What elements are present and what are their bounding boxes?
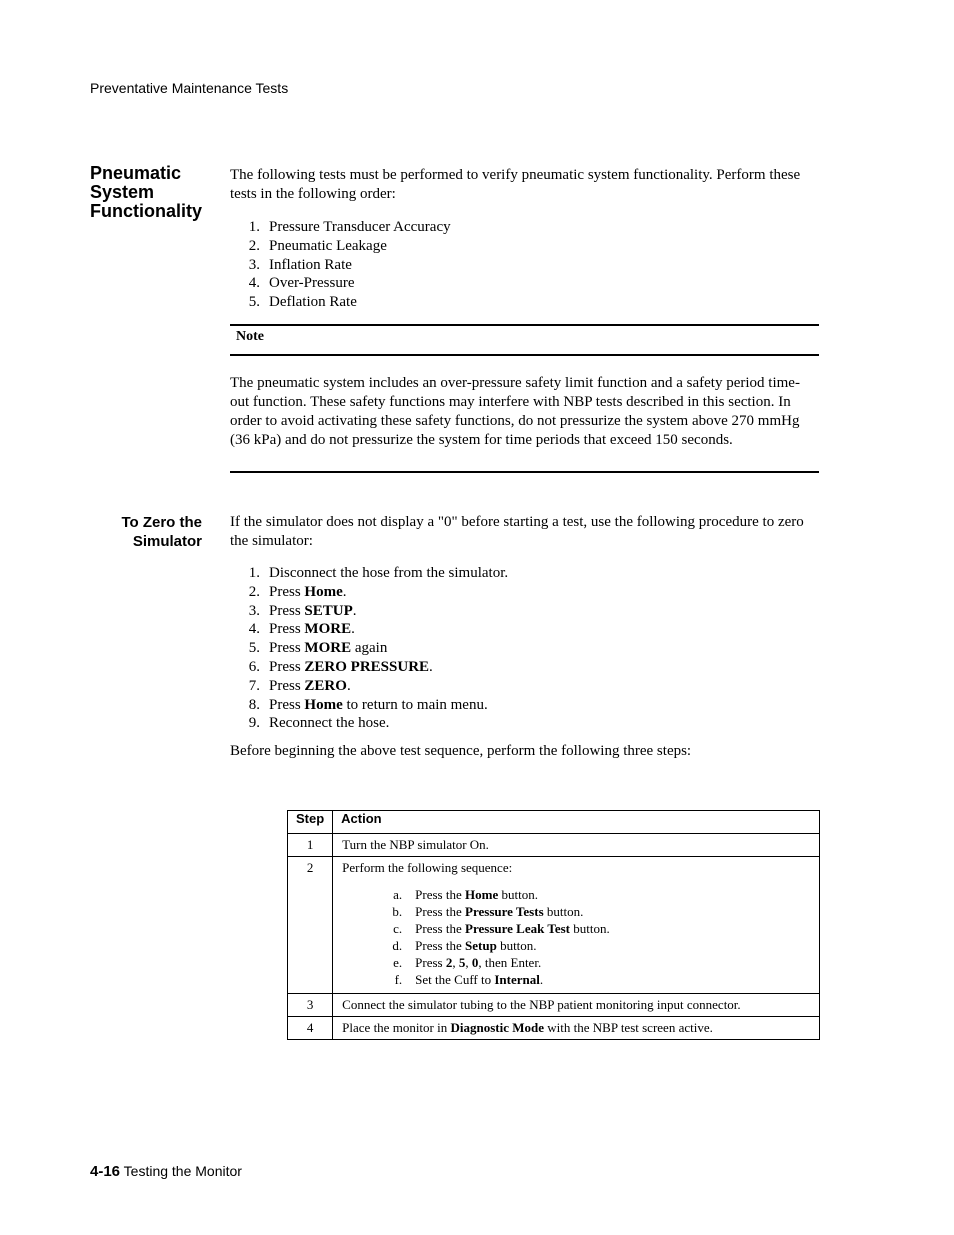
table-row xyxy=(288,857,820,994)
list-item: f. Set the Cuff to Internal. xyxy=(394,972,544,987)
zero-procedure-list xyxy=(230,564,508,733)
page-footer xyxy=(90,1163,242,1180)
list-item: 9. Reconnect the hose. xyxy=(248,715,390,732)
list-item: 1. Pressure Transducer Accuracy xyxy=(248,219,451,235)
pre-test-instruction: Before beginning the above test sequence, perform the following three steps: xyxy=(230,743,692,759)
pneumatic-test-list xyxy=(230,218,451,312)
step-cell: 3 xyxy=(288,994,333,1017)
list-item: 7. Press ZERO. xyxy=(248,677,351,694)
zero-intro: If the simulator does not display a "0" before starting a test, use the following procedure to zero the simulator: xyxy=(230,514,804,549)
note-box xyxy=(230,324,819,473)
list-item: 3. Press SETUP. xyxy=(248,602,357,619)
list-item: 3. Inflation Rate xyxy=(248,256,352,273)
action-cell xyxy=(333,857,820,994)
section-heading-pneumatic: Pneumatic System Functionality xyxy=(90,163,202,221)
list-item: 4. Press MORE. xyxy=(248,621,355,638)
pneumatic-intro: The following tests must be performed to verify pneumatic system functionality. Perform these tests in the following order: xyxy=(230,167,801,202)
sequence-intro: Perform the following sequence: xyxy=(342,860,513,875)
action-cell: Turn the NBP simulator On. xyxy=(333,834,820,857)
chapter-title: Testing the Monitor xyxy=(123,1163,242,1179)
column-header-action: Action xyxy=(333,811,820,834)
running-header: Preventative Maintenance Tests xyxy=(90,80,289,96)
list-item: 1. Disconnect the hose from the simulator. xyxy=(248,565,509,581)
list-item: e. Press 2, 5, 0, then Enter. xyxy=(393,955,542,970)
list-item: 8. Press Home to return to main menu. xyxy=(248,696,488,713)
table-row xyxy=(288,834,820,857)
list-item: 4. Over-Pressure xyxy=(248,275,355,292)
list-item: c. Press the Pressure Leak Test button. xyxy=(393,921,610,936)
action-cell: Place the monitor in Diagnostic Mode with the NBP test screen active. xyxy=(333,1017,820,1040)
list-item: 2. Pneumatic Leakage xyxy=(248,237,387,254)
list-item: d. Press the Setup button. xyxy=(392,938,537,953)
section-heading-zero-simulator: To Zero the Simulator xyxy=(121,514,202,550)
note-label: Note xyxy=(236,329,264,344)
step-cell: 4 xyxy=(288,1017,333,1040)
list-item: b. Press the Pressure Tests button. xyxy=(392,904,584,919)
list-item: a. Press the Home button. xyxy=(393,887,538,902)
step-cell: 2 xyxy=(288,857,333,994)
note-divider xyxy=(230,354,819,356)
action-cell: Connect the simulator tubing to the NBP patient monitoring input connector. xyxy=(333,994,820,1017)
setup-steps-table xyxy=(287,810,820,1040)
note-text: The pneumatic system includes an over-pressure safety limit function and a safety period time-out function. These safety functions may interfere with NBP tests described in this section. In order to avoid activating these safety functions, do not pressurize the system above 270 mmHg (36 kPa) and do not pressurize the system for time periods that exceed 150 seconds. xyxy=(230,375,800,448)
list-item: 5. Deflation Rate xyxy=(248,294,357,311)
list-item: 5. Press MORE again xyxy=(248,640,388,657)
page-number: 4-16 xyxy=(90,1163,121,1180)
table-row xyxy=(288,1017,820,1040)
list-item: 6. Press ZERO PRESSURE. xyxy=(248,658,433,675)
table-header-row xyxy=(288,811,820,834)
list-item: 2. Press Home. xyxy=(248,583,347,600)
step-cell: 1 xyxy=(288,834,333,857)
table-row xyxy=(288,994,820,1017)
sequence-list xyxy=(390,886,811,988)
column-header-step: Step xyxy=(288,811,333,834)
